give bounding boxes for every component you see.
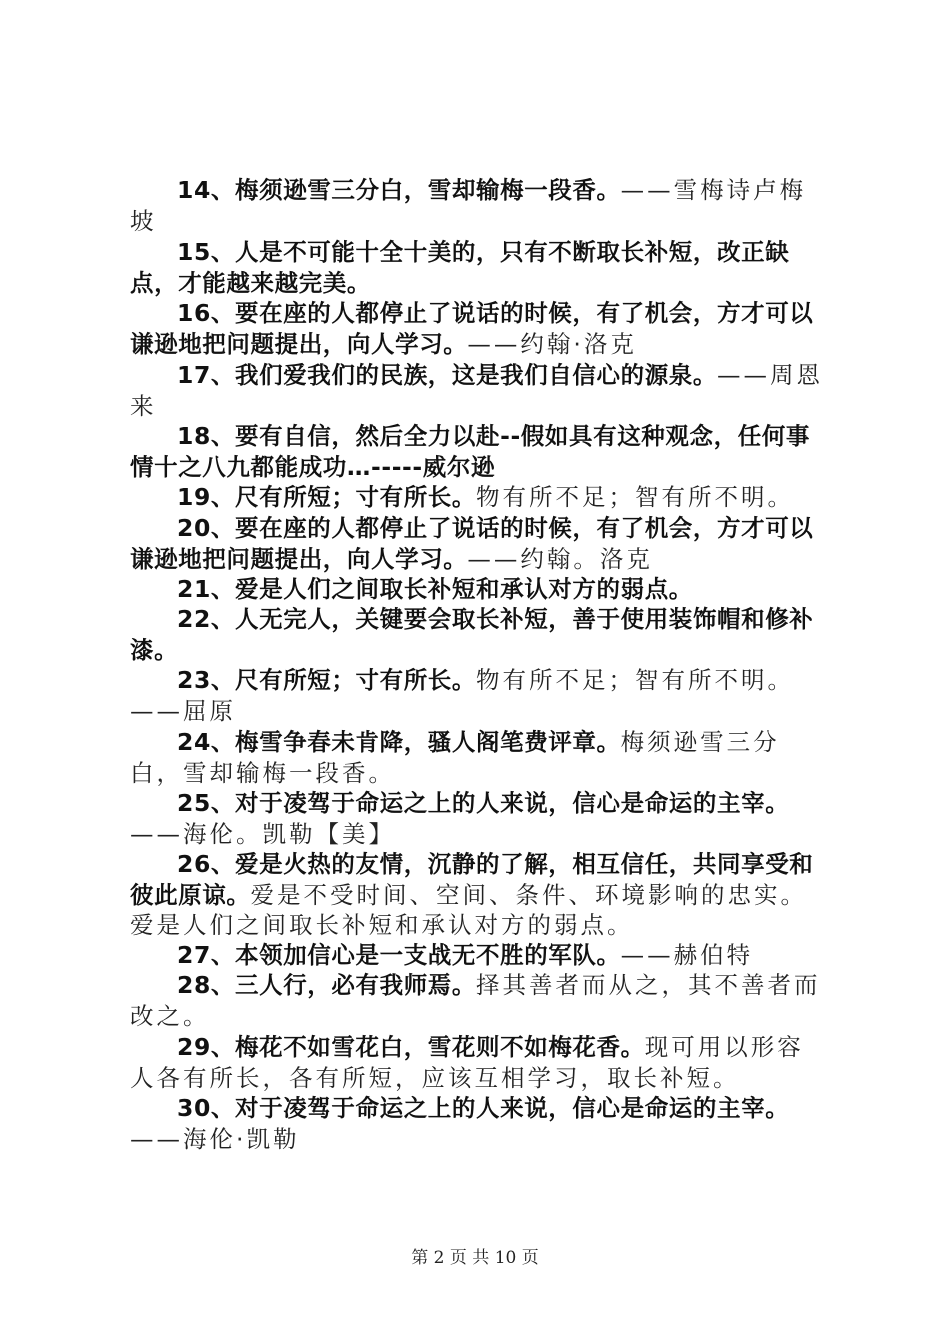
quote-21 (130, 574, 830, 605)
quote-27 (130, 940, 830, 971)
quote-22 (130, 604, 830, 665)
quote-attribution: 爱是不受时间、空间、条件、环境影响的忠实。爱是人们之间取长补短和承认对方的弱点。 (130, 880, 807, 939)
quote-attribution: ——海伦。凯勒【美】 (130, 819, 395, 848)
quote-text: 25、对于凌驾于命运之上的人来说，信心是命运的主宰。 (177, 789, 790, 817)
quote-19 (130, 482, 830, 513)
quote-text: 16、要在座的人都停止了说话的时候，有了机会，方才可以谦逊地把问题提出，向人学习。 (130, 299, 814, 358)
quote-text: 30、对于凌驾于命运之上的人来说，信心是命运的主宰。 (177, 1094, 790, 1122)
quote-text: 27、本领加信心是一支战无不胜的军队。 (177, 941, 621, 969)
quote-text: 21、爱是人们之间取长补短和承认对方的弱点。 (177, 575, 693, 603)
quote-text: 19、尺有所短；寸有所长。 (177, 483, 477, 511)
quote-text: 17、我们爱我们的民族，这是我们自信心的源泉。 (177, 361, 718, 389)
quote-attribution: ——海伦·凯勒 (130, 1124, 300, 1153)
quote-25 (130, 788, 830, 849)
quote-23 (130, 665, 830, 726)
quote-text: 26、爱是火热的友情，沉静的了解，相互信任，共同享受和彼此原谅。 (130, 850, 814, 909)
quote-attribution: ——约翰。洛克 (467, 544, 653, 573)
quote-29 (130, 1032, 830, 1093)
quote-20 (130, 513, 830, 574)
quote-attribution: ——约翰·洛克 (467, 329, 637, 358)
quote-24 (130, 727, 830, 788)
quote-15 (130, 237, 830, 298)
quote-16 (130, 298, 830, 359)
quote-text: 22、人无完人，关键要会取长补短，善于使用装饰帽和修补漆。 (130, 605, 814, 664)
quote-text: 24、梅雪争春未肯降，骚人阁笔费评章。 (177, 728, 621, 756)
quote-attribution: 现可用以形容人各有所长，各有所短，应该互相学习，取长补短。 (130, 1033, 804, 1092)
quote-attribution: ——赫伯特 (620, 941, 754, 969)
quote-14 (130, 175, 830, 236)
quote-text: 15、人是不可能十全十美的，只有不断取长补短，改正缺点，才能越来越完美。 (130, 238, 790, 297)
quote-text: 18、要有自信，然后全力以赴--假如具有这种观念，任何事情十之八九都能成功…-----威尔逊 (130, 422, 811, 481)
quote-attribution: ——周恩来 (130, 361, 824, 420)
quote-18 (130, 421, 830, 482)
quote-text: 28、三人行，必有我师焉。 (177, 971, 477, 999)
quote-17 (130, 360, 830, 421)
quote-text: 14、梅须逊雪三分白，雪却输梅一段香。 (177, 176, 621, 204)
quote-text: 20、要在座的人都停止了说话的时候，有了机会，方才可以谦逊地把问题提出，向人学习。 (130, 514, 814, 573)
quote-28 (130, 970, 830, 1031)
quote-attribution: 择其善者而从之，其不善者而改之。 (130, 971, 821, 1030)
quote-attribution: ——雪梅诗卢梅坡 (130, 176, 807, 235)
quote-30 (130, 1093, 830, 1154)
quote-attribution: 物有所不足；智有所不明。 (476, 483, 795, 511)
quote-text: 23、尺有所短；寸有所长。 (177, 666, 477, 694)
quote-attribution: 物有所不足；智有所不明。——屈原 (130, 666, 795, 725)
page-footer: 第 2 页 共 10 页 (411, 1248, 539, 1268)
quote-text: 29、梅花不如雪花白，雪花则不如梅花香。 (177, 1033, 645, 1061)
quote-26 (130, 849, 830, 941)
quote-attribution: 梅须逊雪三分白，雪却输梅一段香。 (130, 728, 780, 787)
